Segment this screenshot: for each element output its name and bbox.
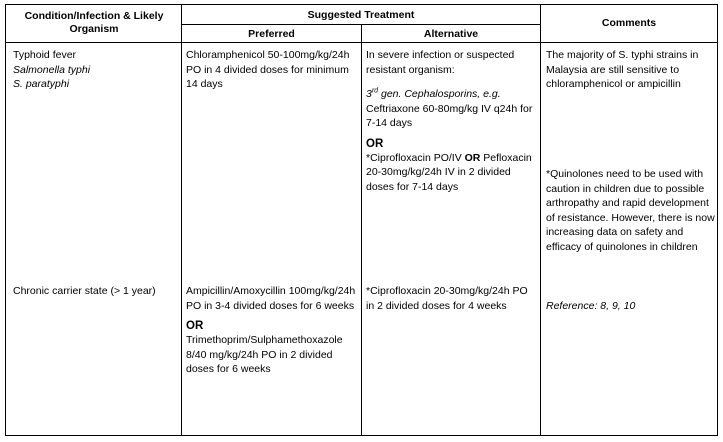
or-separator: OR: [186, 320, 204, 332]
cephalosporin-label: [366, 87, 538, 102]
row-typhoid-preferred: [186, 48, 358, 92]
ceftriaxone-dose: Ceftriaxone 60-80mg/kg IV q24h for 7-14 days: [366, 102, 533, 129]
col-divider-2: [361, 24, 362, 435]
comment-quinolones: *Quinolones need to be used with caution in children due to possible arthropathy and rapid development of resistance. However, there is now increasing data on safety and efficacy of quinolones in children: [546, 168, 715, 253]
organism-name: S. paratyphi: [13, 78, 70, 90]
trimethoprim-option: Trimethoprim/Sulphamethoxazole 8/40 mg/kg/24h PO in 2 divided doses for 6 weeks: [186, 334, 343, 375]
row-typhoid-alternative: [366, 48, 538, 194]
quinolone-option: [366, 151, 538, 195]
comment-sensitivity: The majority of S. typhi strains in Malaysia are still sensitive to chloramphenicol or ampicillin: [546, 49, 699, 90]
col-divider-3: [540, 5, 541, 435]
alternative-intro: In severe infection or suspected resistant organism:: [366, 49, 515, 76]
inline-or: OR: [464, 151, 481, 164]
row-carrier-comments: [546, 299, 718, 314]
header-condition: Condition/Infection & Likely Organism: [24, 10, 164, 35]
col-divider-1: [181, 5, 182, 435]
ampicillin-option: Ampicillin/Amoxycillin 100mg/kg/24h PO in 3-4 divided doses for 6 weeks: [186, 285, 356, 312]
or-separator: OR: [366, 137, 384, 150]
ceph-label-text: gen. Cephalosporins, e.g.: [378, 88, 501, 100]
ciprofloxacin-text: *Ciprofloxacin PO/IV: [366, 151, 465, 164]
header-alternative: Alternative: [423, 28, 479, 40]
treatment-table: [5, 4, 718, 436]
references: Reference: 8, 9, 10: [546, 300, 636, 312]
row-typhoid-condition: [13, 48, 178, 92]
header-preferred: Preferred: [248, 28, 295, 40]
preferred-treatment: Chloramphenicol 50-100mg/kg/24h PO in 4 divided doses for minimum 14 days: [186, 49, 350, 90]
pefloxacin-text: Pefloxacin 20-30mg/kg/24h IV in 2 divided doses for 7-14 days: [366, 151, 532, 193]
row-typhoid-comments-quinolones: [546, 167, 718, 254]
ceph-ordinal-suffix: rd: [371, 87, 379, 95]
condition-name: Chronic carrier state (> 1 year): [13, 285, 156, 297]
organism-name: Salmonella typhi: [13, 63, 91, 76]
row-typhoid-comments: [546, 48, 718, 92]
row-carrier-alternative: [366, 284, 538, 313]
header-suggested-treatment: Suggested Treatment: [307, 9, 415, 21]
row-carrier-preferred: [186, 284, 358, 377]
spacer: [366, 77, 538, 87]
header-comments: Comments: [601, 17, 657, 29]
ceph-ordinal-number: 3: [366, 88, 372, 100]
condition-name: Typhoid fever: [13, 49, 77, 61]
alternative-treatment: *Ciprofloxacin 20-30mg/kg/24h PO in 2 divided doses for 4 weeks: [366, 285, 528, 312]
row-carrier-condition: [13, 284, 178, 299]
